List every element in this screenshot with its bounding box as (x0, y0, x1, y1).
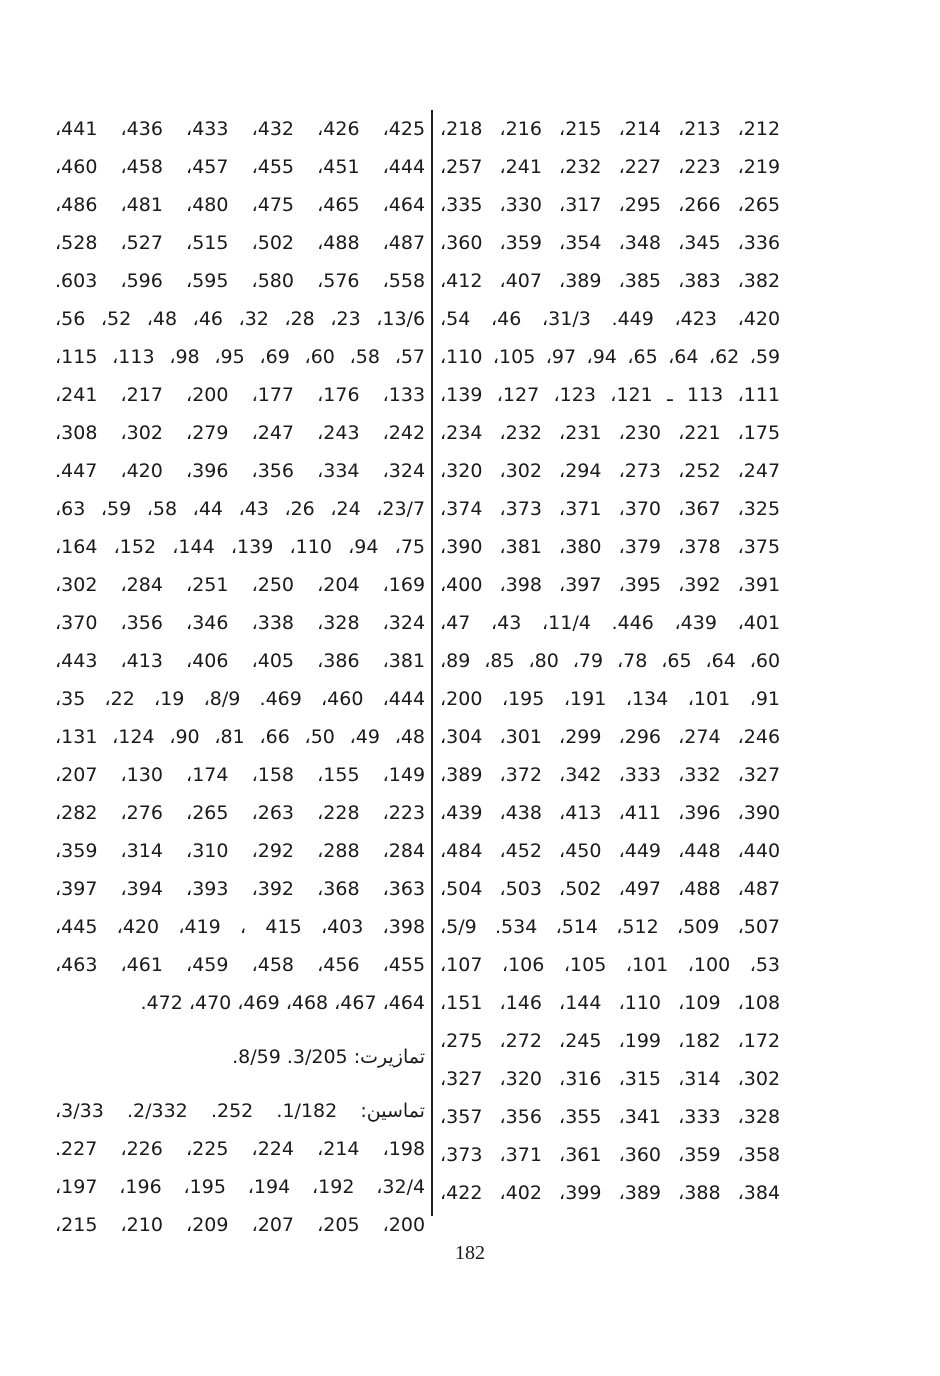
index-line: 75، 94، 110، 139، 144، 152، 164، (55, 536, 425, 558)
index-line: 133، 176، 177، 200، 217، 241، (55, 384, 426, 406)
index-line: 219، 223، 227، 232، 241، 257، (440, 156, 781, 178)
index-entry-pages: 200، 205، 207، 209، 210، 215، (55, 1214, 426, 1236)
index-line: 48، 49، 50، 66، 81، 90، 124، 131، (55, 726, 426, 748)
index-line: 247، 252، 273، 294، 302، 320، (440, 460, 781, 482)
index-column-right (440, 110, 780, 1212)
index-line: 324، 334، 356، 396، 420، 447. (55, 460, 426, 482)
index-line: 398، 403، 415 ، 419، 420، 445، (55, 916, 426, 938)
index-line: 391، 392، 395، 397، 398، 400، (440, 574, 781, 596)
index-line: 212، 213، 214، 215، 216، 218، (440, 118, 781, 140)
index-line: 284، 288، 292، 310، 314، 359، (55, 840, 426, 862)
index-line: 487، 488، 502، 515، 527، 528، (55, 232, 426, 254)
index-line: 91، 101، 134، 191، 195، 200، (440, 688, 781, 710)
index-entry-pages: 1/182. 252. 2/332. 3/33، (55, 1100, 338, 1122)
index-entry-line (55, 1092, 425, 1130)
index-line: 111، 113 ـ 121، 123، 127، 139، (440, 384, 781, 406)
index-entry-line (55, 1130, 425, 1168)
index-line: 325، 367، 370، 371، 373، 374، (440, 498, 781, 520)
index-line: 108، 109، 110، 144، 146، 151، (440, 992, 781, 1014)
index-entry-heading: تماسين: (360, 1100, 425, 1122)
index-line: 558، 576، 580، 595، 596، 603. (55, 270, 426, 292)
index-line: 328، 333، 341، 355، 356، 357، (440, 1106, 781, 1128)
index-line: 175، 221، 230، 231، 232، 234، (440, 422, 781, 444)
index-line: 172، 182، 199، 245، 272، 275، (440, 1030, 781, 1052)
index-line: 302، 314، 315، 316، 320، 327، (440, 1068, 781, 1090)
index-line: 336، 345، 348، 354، 359، 360، (440, 232, 781, 254)
index-line: 440، 448، 449، 450، 452، 484، (440, 840, 781, 862)
index-line: 324، 328، 338، 346، 356، 370، (55, 612, 426, 634)
index-line: 57، 58، 60، 69، 95، 98، 113، 115، (55, 346, 426, 368)
index-line: 420، 423، 449. 31/3، 46، 54، (440, 308, 781, 330)
index-line: 444، 460، 469. 8/9، 19، 22، 35، (55, 688, 426, 710)
index-line: 223، 228، 263، 265، 276، 282، (55, 802, 426, 824)
index-entry-line (55, 1038, 425, 1076)
index-line: 265، 266، 295، 317، 330، 335، (440, 194, 781, 216)
index-line: 59، 62، 64، 65، 94، 97، 105، 110، (440, 346, 781, 368)
index-entry-pages: 32/4، 192، 194، 195، 196، 197، (55, 1176, 426, 1198)
index-entry-line (55, 1168, 425, 1206)
index-line: 375، 378، 379، 380، 381، 390، (440, 536, 781, 558)
index-line: 455، 456، 458، 459، 461، 463، (55, 954, 426, 976)
index-line: 487، 488، 497، 502، 503، 504، (440, 878, 781, 900)
index-line: 363، 368، 392، 393، 394، 397، (55, 878, 426, 900)
column-divider (431, 110, 433, 1216)
index-entry-pages: 198، 214، 224، 225، 226، 227. (55, 1138, 426, 1160)
index-line: 358، 359، 360، 361، 371، 373، (440, 1144, 781, 1166)
index-entry-pages: 3/205. 8/59. (232, 1046, 348, 1068)
index-line: 23/7، 24، 26، 43، 44، 58، 59، 63، (55, 498, 426, 520)
index-line: 381، 386، 405، 406، 413، 443، (55, 650, 426, 672)
index-line: 464، 465، 475، 480، 481، 486، (55, 194, 426, 216)
index-line: 507، 509، 512، 514، 534. 5/9، (440, 916, 780, 938)
index-line: 390، 396، 411، 413، 438، 439، (440, 802, 781, 824)
index-line: 444، 451، 455، 457، 458، 460، (55, 156, 426, 178)
index-line: 246، 274، 296، 299، 301، 304، (440, 726, 781, 748)
index-entry-line (55, 1206, 425, 1244)
index-entry-heading: تمازيرت: (353, 1046, 425, 1068)
index-line: 242، 243، 247، 279، 302، 308، (55, 422, 426, 444)
index-line: 384، 388، 389، 399، 402، 422، (440, 1182, 781, 1204)
index-line: 327، 332، 333، 342، 372، 389، (440, 764, 781, 786)
index-line: 53، 100، 101، 105، 106، 107، (440, 954, 781, 976)
index-line: 464، 467، 468، 469، 470، 472. (140, 992, 425, 1014)
index-line: 60، 64، 65، 78، 79، 80، 85، 89، (440, 650, 781, 672)
page-number: 182 (455, 1242, 485, 1264)
index-line: 425، 426، 432، 433، 436، 441، (55, 118, 426, 140)
index-column-left (55, 110, 425, 1244)
index-line: 169، 204، 250، 251، 284، 302، (55, 574, 426, 596)
index-line: 13/6، 23، 28، 32، 46، 48، 52، 56، (55, 308, 426, 330)
index-line: 401، 439، 446. 11/4، 43، 47، (440, 612, 781, 634)
index-line: 149، 155، 158، 174، 130، 207، (55, 764, 426, 786)
index-line: 382، 383، 385، 389، 407، 412، (440, 270, 781, 292)
